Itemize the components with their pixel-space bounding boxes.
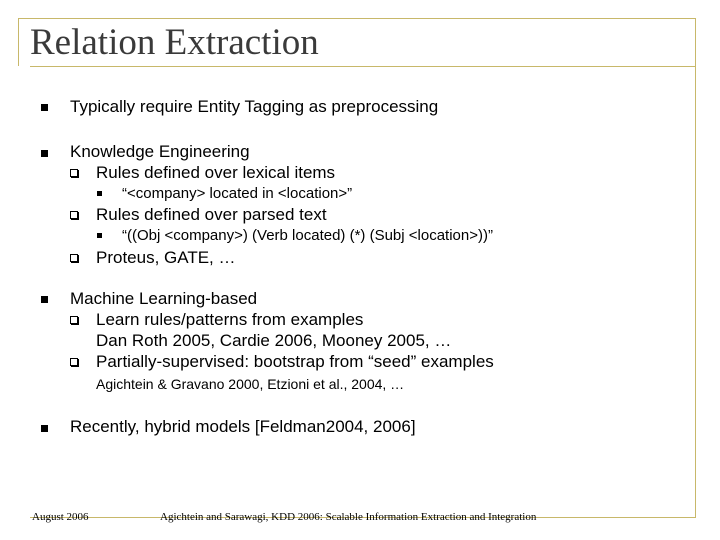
bullet-knowledge-engineering: Knowledge Engineering: [70, 142, 250, 161]
hollow-square-bullet-icon: [70, 211, 78, 219]
bullet-entity-tagging: Typically require Entity Tagging as preprocessing: [70, 97, 439, 116]
hollow-square-bullet-icon: [70, 254, 78, 262]
sub-sub-bullet-lexical-example: “<company> located in <location>”: [122, 185, 353, 202]
small-square-bullet-icon: [97, 191, 102, 196]
title-underline: [30, 66, 696, 67]
small-square-bullet-icon: [97, 233, 102, 238]
sub-bullet-partially-supervised-refs: Agichtein & Gravano 2000, Etzioni et al., 2004, …: [96, 376, 405, 392]
slide-title: Relation Extraction: [30, 22, 319, 63]
hollow-square-bullet-icon: [70, 316, 78, 324]
footer-citation: Agichtein and Sarawagi, KDD 2006: Scalable Information Extraction and Integration: [160, 511, 537, 523]
square-bullet-icon: [41, 425, 48, 432]
frame-right-line: [695, 18, 696, 518]
sub-bullet-proteus-gate: Proteus, GATE, …: [96, 248, 236, 267]
sub-bullet-parsed-rules: Rules defined over parsed text: [96, 205, 327, 224]
sub-bullet-partially-supervised: Partially-supervised: bootstrap from “seed” examples: [96, 352, 494, 371]
bullet-hybrid-models: Recently, hybrid models [Feldman2004, 2006]: [70, 417, 416, 436]
sub-bullet-learn-rules-refs: Dan Roth 2005, Cardie 2006, Mooney 2005, …: [96, 331, 452, 350]
hollow-square-bullet-icon: [70, 358, 78, 366]
frame-left-line: [18, 18, 19, 66]
bullet-machine-learning: Machine Learning-based: [70, 289, 258, 308]
sub-sub-bullet-parsed-example: “((Obj <company>) (Verb located) (*) (Subj <location>))”: [122, 227, 493, 244]
hollow-square-bullet-icon: [70, 169, 78, 177]
sub-bullet-lexical-rules: Rules defined over lexical items: [96, 163, 336, 182]
square-bullet-icon: [41, 104, 48, 111]
sub-bullet-learn-rules: Learn rules/patterns from examples: [96, 310, 364, 329]
footer-date: August 2006: [32, 511, 89, 523]
frame-top-line: [18, 18, 696, 19]
square-bullet-icon: [41, 150, 48, 157]
square-bullet-icon: [41, 296, 48, 303]
